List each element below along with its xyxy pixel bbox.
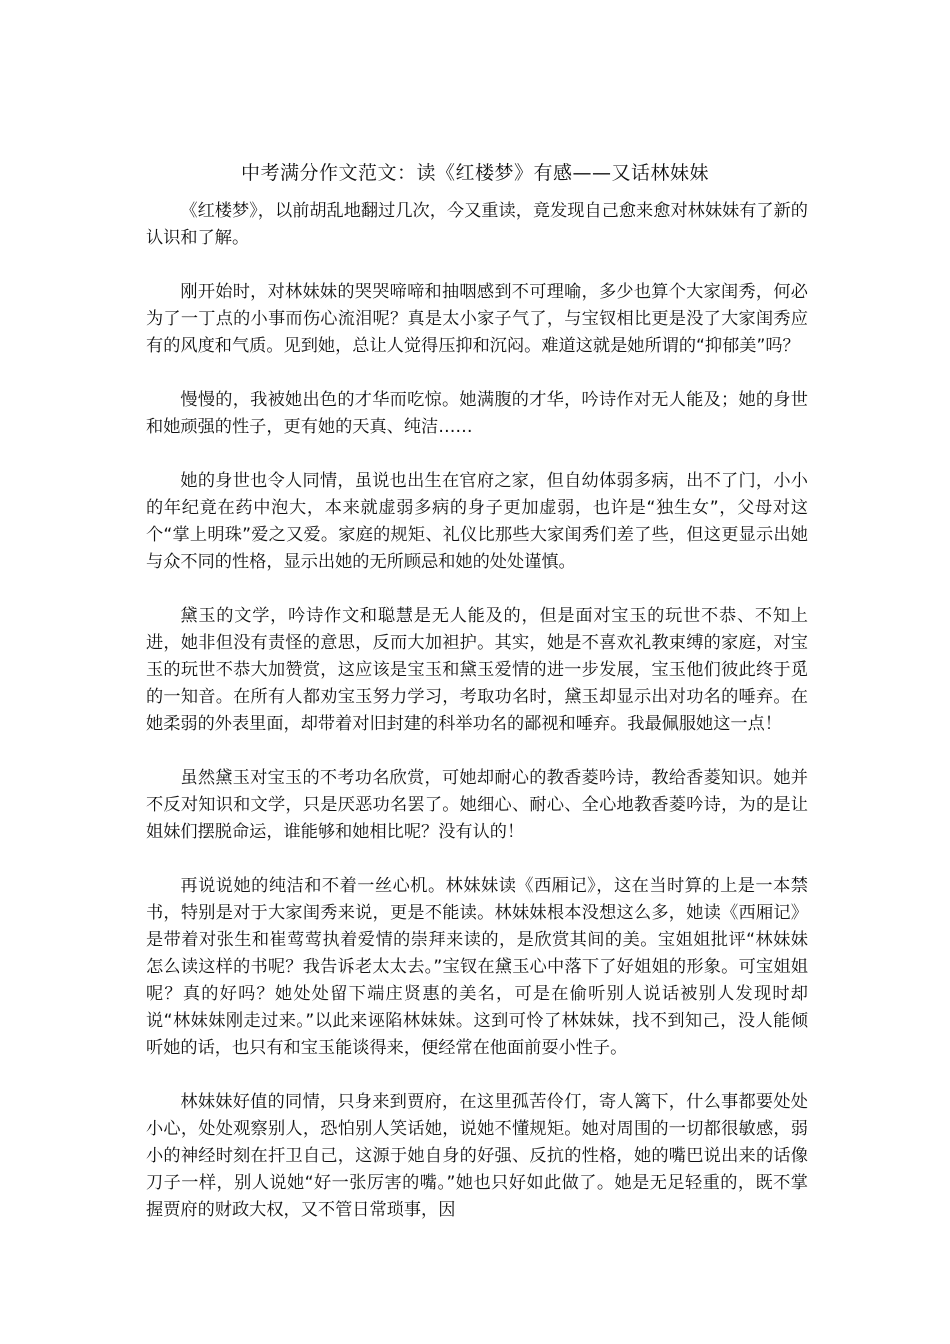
paragraph-4: 她的身世也令人同情，虽说也出生在官府之家，但自幼体弱多病，出不了门，小小的年纪竟在药中泡大，本来就虚弱多病的身子更加虚弱，也许是“独生女”，父母对这个“掌上明珠”爱之又爱。家庭的规矩、礼仪比那些大家闺秀们差了些，但这更显示出她与众不同的性格，显示出她的无所顾忌和她的处处谨慎。 xyxy=(146,471,808,572)
paragraph-1: 《红楼梦》，以前胡乱地翻过几次，今又重读，竟发现自己愈来愈对林妹妹有了新的认识和了解。 xyxy=(146,201,808,248)
paragraph-3: 慢慢的，我被她出色的才华而吃惊。她满腹的才华，吟诗作对无人能及；她的身世和她顽强的性子，更有她的天真、纯洁…… xyxy=(146,390,808,437)
paragraph-6: 虽然黛玉对宝玉的不考功名欣赏，可她却耐心的教香菱吟诗，教给香菱知识。她并不反对知识和文学，只是厌恶功名罢了。她细心、耐心、全心地教香菱吟诗，为的是让姐妹们摆脱命运，谁能够和她相比呢？没有认的！ xyxy=(146,768,808,842)
paragraph-2: 刚开始时，对林妹妹的哭哭啼啼和抽咽感到不可理喻，多少也算个大家闺秀，何必为了一丁点的小事而伤心流泪呢？真是太小家子气了，与宝钗相比更是没了大家闺秀应有的风度和气质。见到她，总让人觉得压抑和沉闷。难道这就是她所谓的“抑郁美”吗？ xyxy=(146,282,808,356)
document-title: 中考满分作文范文：读《红楼梦》有感——又话林妹妹 xyxy=(240,162,709,184)
paragraph-7: 再说说她的纯洁和不着一丝心机。林妹妹读《西厢记》，这在当时算的上是一本禁书，特别是对于大家闺秀来说，更是不能读。林妹妹根本没想这么多，她读《西厢记》是带着对张生和崔莺莺执着爱情的崇拜来读的，是欣赏其间的美。宝姐姐批评“林妹妹怎么读这样的书呢？我告诉老太太去。”宝钗在黛玉心中落下了好姐姐的形象。可宝姐姐呢？真的好吗？她处处留下端庄贤惠的美名，可是在偷听别人说话被别人发现时却说“林妹妹刚走过来。”以此来诬陷林妹妹。这到可怜了林妹妹，找不到知己，没人能倾听她的话，也只有和宝玉能谈得来，便经常在他面前耍小性子。 xyxy=(146,876,808,1058)
document-body xyxy=(146,198,808,1251)
paragraph-8: 林妹妹好值的同情，只身来到贾府，在这里孤苦伶仃，寄人篱下，什么事都要处处小心，处处观察别人，恐怕别人笑话她，说她不懂规矩。她对周围的一切都很敏感，弱小的神经时刻在扞卫自己，这源于她自身的好强、反抗的性格，她的嘴巴说出来的话像刀子一样，别人说她“好一张厉害的嘴。”她也只好如此做了。她是无足轻重的，既不掌握贾府的财政大权，又不管日常琐事，因 xyxy=(146,1092,808,1220)
paragraph-5: 黛玉的文学，吟诗作文和聪慧是无人能及的，但是面对宝玉的玩世不恭、不知上进，她非但没有责怪的意思，反而大加袒护。其实，她是不喜欢礼教束缚的家庭，对宝玉的玩世不恭大加赞赏，这应该是宝玉和黛玉爱情的进一步发展，宝玉他们彼此终于觅的一知音。在所有人都劝宝玉努力学习，考取功名时，黛玉却显示出对功名的唾弃。在她柔弱的外表里面，却带着对旧封建的科举功名的鄙视和唾弃。我最佩服她这一点！ xyxy=(146,606,808,734)
